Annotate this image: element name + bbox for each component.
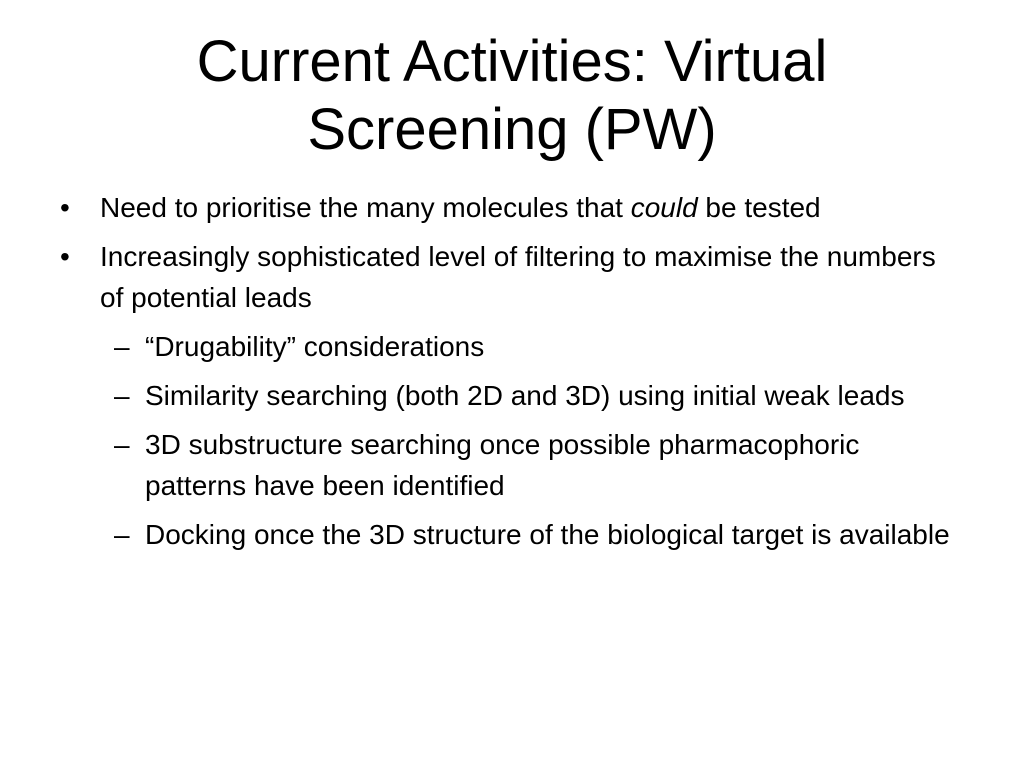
bullet-text-before: Need to prioritise the many molecules that [100, 192, 631, 223]
bullet-marker: • [60, 192, 70, 223]
sub-bullet-item-2 [60, 375, 960, 416]
bullet-marker: • [60, 241, 70, 272]
sub-bullet-text: Similarity searching (both 2D and 3D) using initial weak leads [145, 380, 905, 411]
bullet-item-2 [60, 236, 960, 318]
sub-bullet-text: “Drugability” considerations [145, 331, 485, 362]
sub-bullet-marker: – [114, 429, 130, 460]
sub-bullet-item-3 [60, 424, 960, 506]
bullet-text: Increasingly sophisticated level of filtering to maximise the numbers of potential leads [100, 241, 936, 313]
slide-title-line-2: Screening (PW) [307, 97, 717, 162]
sub-bullet-text: 3D substructure searching once possible pharmacophoric patterns have been identified [145, 429, 860, 501]
sub-list [60, 326, 960, 555]
slide-title-line-1: Current Activities: Virtual [196, 29, 828, 94]
sub-bullet-item-4 [60, 514, 960, 555]
sub-bullet-text: Docking once the 3D structure of the biological target is available [145, 519, 950, 550]
bullet-text-emphasis: could [630, 192, 698, 223]
sub-bullet-marker: – [114, 380, 130, 411]
sub-list-container [60, 326, 960, 555]
slide-body [60, 187, 960, 563]
bullet-item-1 [60, 187, 960, 228]
sub-bullet-marker: – [114, 331, 130, 362]
sub-bullet-item-1 [60, 326, 960, 367]
bullet-text-after: be tested [697, 192, 821, 223]
slide-title [60, 28, 964, 164]
sub-bullet-marker: – [114, 519, 130, 550]
